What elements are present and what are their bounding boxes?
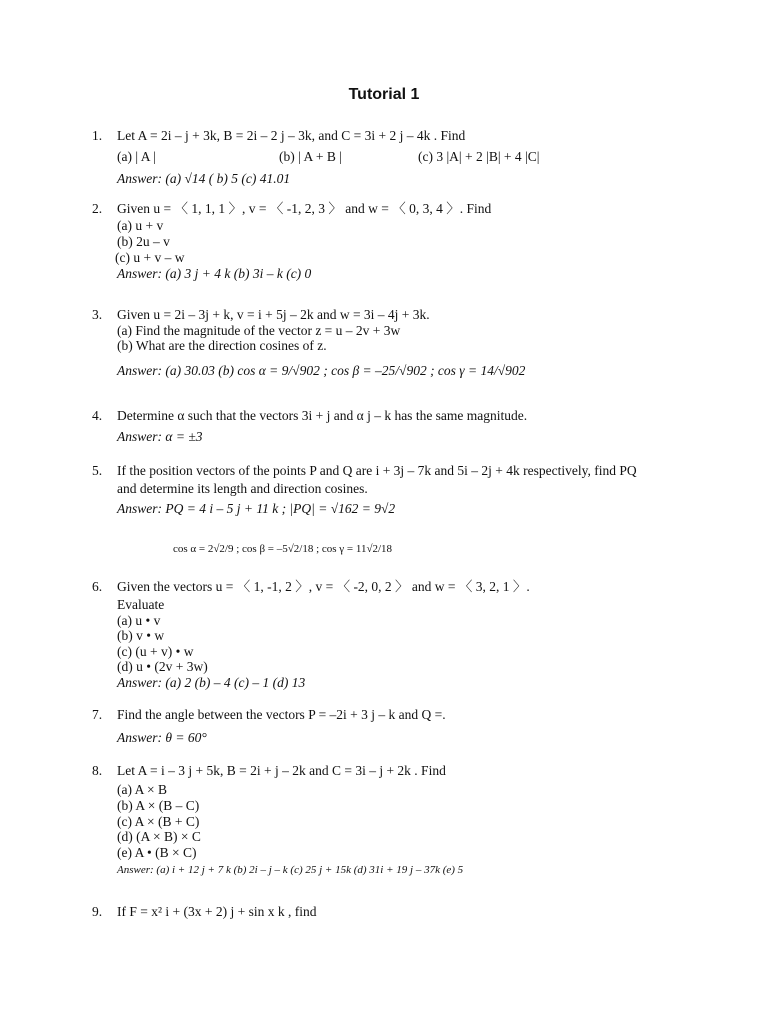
problem-statement: Let A = 2i – j + 3k, B = 2i – 2 j – 3k, and C = 3i + 2 j – 4k . Find bbox=[117, 128, 466, 143]
part-a: (a) | A | bbox=[117, 149, 156, 164]
problem-statement: Given u = 2i – 3j + k, v = i + 5j – 2k and w = 3i – 4j + 3k. bbox=[117, 307, 430, 322]
part-c: (c) 3 |A| + 2 |B| + 4 |C| bbox=[418, 149, 540, 164]
problem-number: 1. bbox=[92, 128, 103, 143]
answer: Answer: (a) 30.03 (b) cos α = 9/√902 ; cos β = –25/√902 ; cos γ = 14/√902 bbox=[117, 363, 526, 378]
answer: Answer: (a) √14 ( b) 5 (c) 41.01 bbox=[117, 171, 291, 186]
part-e: (e) A • (B × C) bbox=[117, 845, 197, 860]
problem-number: 7. bbox=[92, 707, 103, 722]
problem-number: 4. bbox=[92, 408, 103, 423]
part-b: (b) What are the direction cosines of z. bbox=[117, 338, 327, 353]
part-b: (b) A × (B – C) bbox=[117, 798, 200, 813]
part-b: (b) v • w bbox=[117, 628, 165, 643]
answer-direction-cosines: cos α = 2√2/9 ; cos β = –5√2/18 ; cos γ = 11√2/18 bbox=[173, 543, 393, 555]
part-a: (a) u + v bbox=[117, 218, 164, 233]
problem-number: 5. bbox=[92, 463, 103, 478]
part-c: (c) (u + v) • w bbox=[117, 644, 194, 659]
part-a: (a) A × B bbox=[117, 782, 167, 797]
part-b: (b) | A + B | bbox=[279, 149, 342, 164]
part-d: (d) u • (2v + 3w) bbox=[117, 659, 208, 674]
problem-statement: Let A = i – 3 j + 5k, B = 2i + j – 2k and C = 3i – j + 2k . Find bbox=[117, 763, 446, 778]
problem-statement: Given the vectors u = 〈 1, -1, 2 〉, v = 〈 -2, 0, 2 〉 and w = 〈 3, 2, 1 〉. bbox=[117, 579, 530, 594]
answer: Answer: α = ±3 bbox=[117, 429, 203, 444]
part-a: (a) Find the magnitude of the vector z = u – 2v + 3w bbox=[117, 323, 401, 338]
problem-number: 6. bbox=[92, 579, 103, 594]
problem-statement: If F = x² i + (3x + 2) j + sin x k , find bbox=[117, 904, 317, 919]
answer: Answer: PQ = 4 i – 5 j + 11 k ; |PQ| = √162 = 9√2 bbox=[117, 501, 396, 516]
problem-statement-cont: and determine its length and direction cosines. bbox=[117, 481, 368, 496]
answer: Answer: θ = 60° bbox=[117, 730, 207, 745]
problem-number: 2. bbox=[92, 201, 103, 216]
problem-statement: Find the angle between the vectors P = –2i + 3 j – k and Q =. bbox=[117, 707, 446, 722]
problem-number: 9. bbox=[92, 904, 103, 919]
part-d: (d) (A × B) × C bbox=[117, 829, 201, 844]
problem-number: 8. bbox=[92, 763, 103, 778]
answer: Answer: (a) 2 (b) – 4 (c) – 1 (d) 13 bbox=[117, 675, 306, 690]
answer: Answer: (a) 3 j + 4 k (b) 3i – k (c) 0 bbox=[117, 266, 312, 281]
part-c: (c) u + v – w bbox=[115, 250, 185, 265]
part-a: (a) u • v bbox=[117, 613, 161, 628]
answer: Answer: (a) i + 12 j + 7 k (b) 2i – j – k (c) 25 j + 15k (d) 31i + 19 j – 37k (e) 5 bbox=[117, 864, 464, 876]
problem-statement: Given u = 〈 1, 1, 1 〉, v = 〈 -1, 2, 3 〉 and w = 〈 0, 3, 4 〉. Find bbox=[117, 201, 492, 216]
problem-number: 3. bbox=[92, 307, 103, 322]
evaluate-label: Evaluate bbox=[117, 597, 165, 612]
problem-statement: If the position vectors of the points P and Q are i + 3j – 7k and 5i – 2j + 4k respectively, find PQ bbox=[117, 463, 637, 478]
problem-statement: Determine α such that the vectors 3i + j and α j – k has the same magnitude. bbox=[117, 408, 528, 423]
part-c: (c) A × (B + C) bbox=[117, 814, 200, 829]
part-b: (b) 2u – v bbox=[117, 234, 170, 249]
page-title: Tutorial 1 bbox=[348, 86, 420, 103]
